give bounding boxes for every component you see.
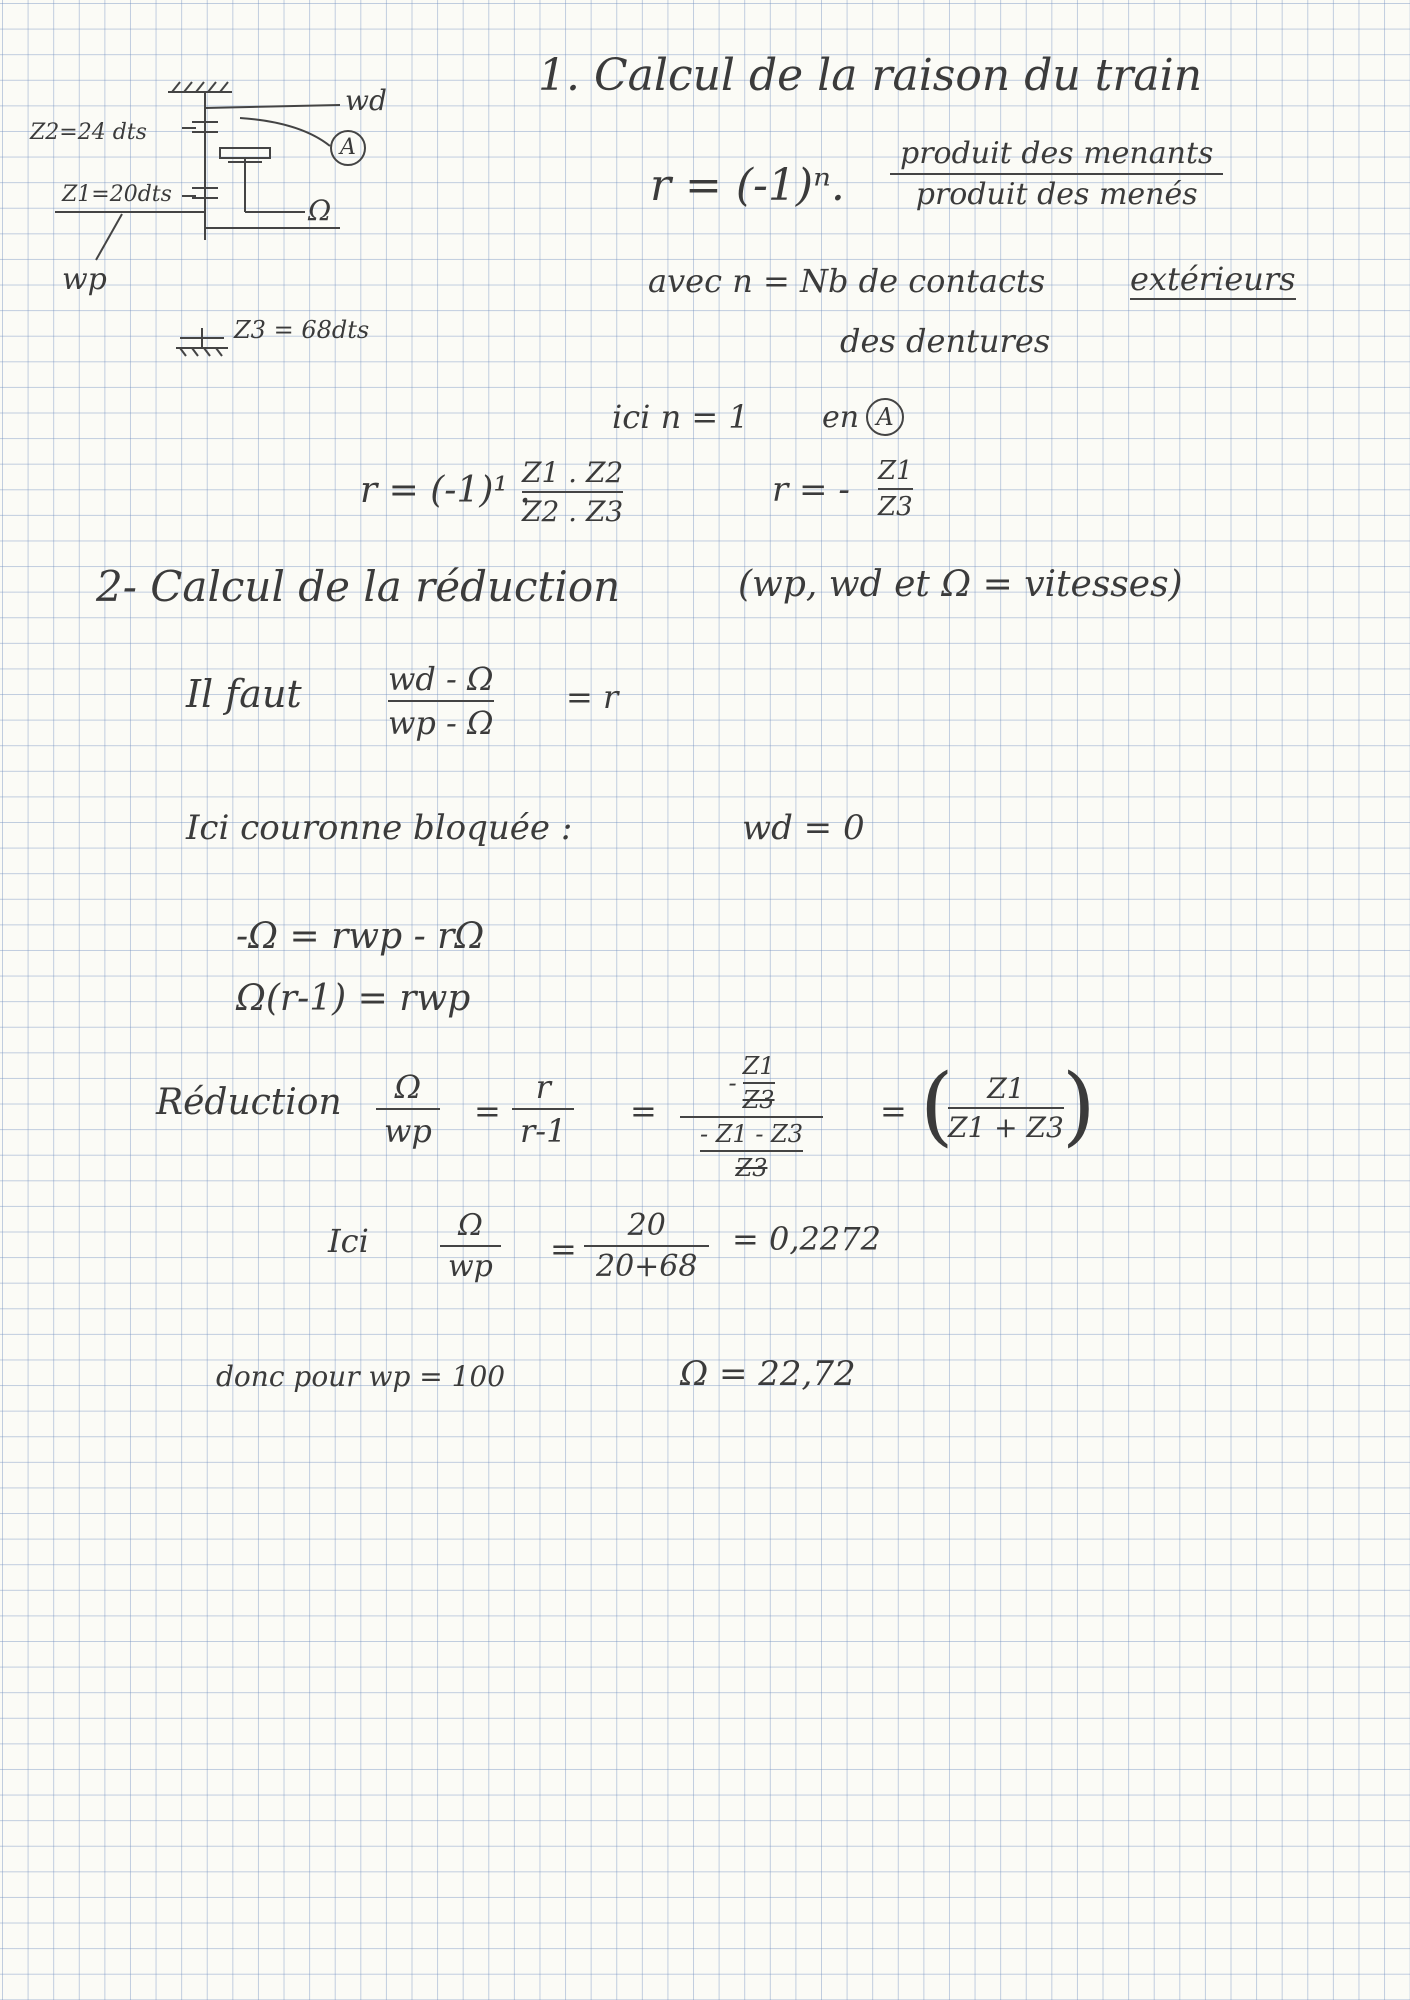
willis-fraction <box>388 660 494 742</box>
equation-2: Ω(r-1) = rwp <box>236 978 471 1019</box>
z1-label: Z1=20dts <box>62 182 172 207</box>
en-point-a-circle <box>866 398 904 436</box>
reduction-f1-denominator: wp <box>384 1112 432 1150</box>
exterieurs-underlined: extérieurs <box>1130 260 1296 298</box>
point-a-circle <box>330 130 366 166</box>
section1-title: 1. Calcul de la raison du train <box>538 50 1203 101</box>
reduction-fraction-3 <box>700 1052 803 1182</box>
omega-label: Ω <box>308 194 332 227</box>
raison-formula-numerator: produit des menants <box>900 136 1214 171</box>
des-dentures: des dentures <box>840 322 1051 360</box>
paren-left: ( <box>920 1056 954 1156</box>
fraction-bar <box>680 1116 823 1118</box>
raison-result-numerator: Z1 <box>878 456 913 486</box>
il-faut-label: Il faut <box>186 672 302 716</box>
equals-sign-1: = <box>474 1092 501 1130</box>
raison-result-denominator: Z3 <box>878 492 913 522</box>
raison-result-lhs: r = - <box>772 470 850 510</box>
numeric-f2-denominator: 20+68 <box>596 1249 698 1284</box>
fraction-bar <box>948 1107 1064 1109</box>
raison-calc-numerator: Z1 . Z2 <box>522 456 624 489</box>
reduction-f3-numerator <box>728 1052 774 1114</box>
z2-label: Z2=24 dts <box>30 120 147 145</box>
reduction-f3-num-sign: - <box>728 1069 737 1097</box>
z3-label: Z3 = 68dts <box>234 316 370 344</box>
raison-result-fraction <box>878 456 913 522</box>
equals-sign-3: = <box>880 1092 907 1130</box>
paren-right: ) <box>1062 1056 1096 1156</box>
reduction-f4-numerator: Z1 <box>987 1072 1025 1105</box>
section2-title-note: (wp, wd et Ω = vitesses) <box>738 564 1183 605</box>
fraction-bar <box>522 491 623 493</box>
willis-rhs: = r <box>566 678 619 716</box>
fraction-bar <box>440 1245 501 1247</box>
raison-calc-denominator: Z2 . Z3 <box>522 495 624 528</box>
reduction-f3-num-top: Z1 <box>742 1052 775 1080</box>
reduction-f3-den-bottom: Z3 <box>735 1154 768 1182</box>
willis-denominator: wp - Ω <box>388 704 494 742</box>
ici-n-line: ici n = 1 <box>612 398 749 436</box>
point-a-label: A <box>340 135 356 160</box>
numeric-f2-numerator: 20 <box>627 1208 666 1243</box>
numeric-f1-numerator: Ω <box>458 1208 483 1243</box>
numeric-fraction-1 <box>448 1208 493 1284</box>
fraction-bar <box>512 1108 574 1110</box>
fraction-bar <box>890 173 1223 175</box>
avec-line: avec n = Nb de contacts <box>648 262 1046 300</box>
raison-formula-denominator: produit des menés <box>915 177 1198 212</box>
wp-label: wp <box>62 262 107 297</box>
reduction-f2-numerator: r <box>535 1068 551 1106</box>
reduction-f3-denominator <box>700 1120 803 1182</box>
reduction-label: Réduction <box>156 1082 342 1123</box>
omega-result: Ω = 22,72 <box>680 1354 856 1394</box>
raison-calc-fraction <box>522 456 623 528</box>
reduction-f2-denominator: r-1 <box>520 1112 567 1150</box>
reduction-f1-numerator: Ω <box>394 1068 422 1106</box>
equals-sign-2: = <box>630 1092 657 1130</box>
reduction-f4-denominator: Z1 + Z3 <box>948 1111 1064 1144</box>
equals-sign-4: = <box>550 1230 577 1268</box>
donc-line: donc pour wp = 100 <box>216 1360 506 1393</box>
numeric-fraction-2 <box>596 1208 697 1284</box>
reduction-f3-den-top: - Z1 - Z3 <box>700 1120 803 1148</box>
equation-1: -Ω = rwp - rΩ <box>236 916 485 957</box>
ici-label: Ici <box>328 1222 369 1260</box>
raison-formula-lhs: r = (-1)ⁿ. <box>650 160 845 211</box>
fraction-bar <box>388 700 494 702</box>
section2-title: 2- Calcul de la réduction <box>96 562 621 611</box>
wd-label: wd <box>345 84 387 117</box>
fraction-bar <box>376 1108 440 1110</box>
reduction-fraction-2 <box>520 1068 566 1150</box>
willis-numerator: wd - Ω <box>388 660 494 698</box>
reduction-fraction-1 <box>384 1068 432 1150</box>
fraction-bar <box>584 1245 709 1247</box>
numeric-f1-denominator: wp <box>448 1249 493 1284</box>
couronne-line: Ici couronne bloquée : <box>186 808 573 848</box>
en-label: en <box>822 400 860 435</box>
raison-calc-lhs: r = (-1)¹ . <box>360 470 531 511</box>
wd-zero: wd = 0 <box>742 808 865 848</box>
raison-formula-fraction <box>900 136 1213 212</box>
fraction-bar <box>878 488 913 490</box>
numeric-result: = 0,2272 <box>732 1220 881 1258</box>
reduction-f3-num-bottom: Z3 <box>742 1086 775 1114</box>
en-point-a-label: A <box>876 403 894 431</box>
reduction-fraction-4 <box>948 1072 1064 1144</box>
